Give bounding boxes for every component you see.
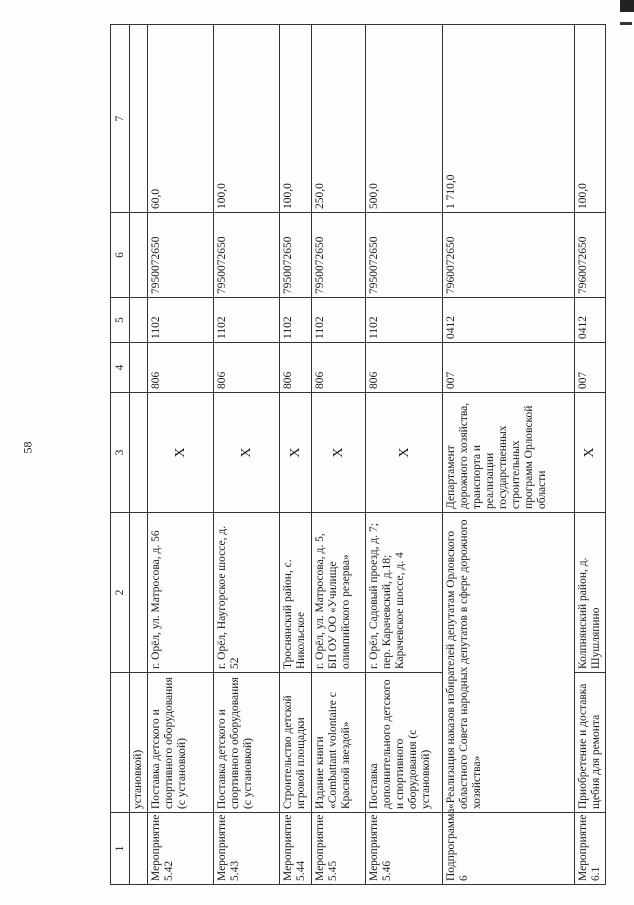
code-section: 1102 [214, 298, 280, 343]
executor: Х [311, 393, 366, 513]
measure-address: Троснянский район, с. Никольское [280, 513, 311, 673]
amount: 1 710,0 [442, 25, 574, 213]
amount: 100,0 [214, 25, 280, 213]
table-row [214, 25, 280, 885]
table-row [148, 25, 214, 885]
header-cell: 3 [111, 393, 130, 513]
code-section: 1102 [148, 298, 214, 343]
measure-id: Мероприятие 5.46 [366, 813, 442, 885]
measure-name: Поставка детского и спортивного оборудования (с установкой) [214, 673, 280, 813]
code-section: 1102 [366, 298, 442, 343]
measure-name: Поставка дополнительного детского и спортивного оборудования (с установкой) [366, 673, 442, 813]
continuation-row [130, 25, 148, 885]
measure-address: г. Орёл, Наугорское шоссе, д. 52 [214, 513, 280, 673]
header-cell: 5 [111, 298, 130, 343]
subprogram-row [442, 25, 574, 885]
code-section: 0412 [574, 298, 606, 343]
continuation-text: установкой) [130, 673, 148, 813]
code-target: 7950072650 [366, 213, 442, 298]
amount: 500,0 [366, 25, 442, 213]
code-grbs: 806 [214, 343, 280, 393]
code-section: 1102 [311, 298, 366, 343]
header-cell: 4 [111, 343, 130, 393]
code-grbs: 007 [574, 343, 606, 393]
subprogram-id: Подпрограмма 6 [442, 813, 574, 885]
code-section: 0412 [442, 298, 574, 343]
header-cell: 7 [111, 25, 130, 213]
subprogram-executor: Департамент дорожного хозяйства, транспорта и реализации государственных строительных программ Орловской области [442, 393, 574, 513]
code-grbs: 806 [366, 343, 442, 393]
subprogram-name: «Реализация наказов избирателей депутатам Орловского областного Совета народных депутатов в сфере дорожного хозяйства» [442, 513, 574, 813]
measure-id: Мероприятие 5.45 [311, 813, 366, 885]
measure-address: г. Орёл, ул. Матросова, д. 5, БП ОУ ОО «Училище олимпийского резерва» [311, 513, 366, 673]
header-cell [111, 673, 130, 813]
header-row [111, 25, 130, 885]
measure-id: Мероприятие 5.42 [148, 813, 214, 885]
measure-name: Поставка детского и спортивного оборудования (с установкой) [148, 673, 214, 813]
code-target: 7950072650 [280, 213, 311, 298]
measure-name: Приобретение и доставка щебня для ремонта [574, 673, 606, 813]
amount: 100,0 [574, 25, 606, 213]
scan-artifact [620, 22, 632, 25]
executor: Х [148, 393, 214, 513]
page-number: 58 [20, 441, 35, 454]
measure-name: Издание книги «Combattant volontaire с Красной звездой» [311, 673, 366, 813]
code-grbs: 806 [148, 343, 214, 393]
header-cell: 6 [111, 213, 130, 298]
measure-id: Мероприятие 6.1 [574, 813, 606, 885]
code-section: 1102 [280, 298, 311, 343]
table-row [366, 25, 442, 885]
budget-table [110, 24, 606, 885]
code-grbs: 806 [280, 343, 311, 393]
measure-id: Мероприятие 5.44 [280, 813, 311, 885]
code-target: 7950072650 [311, 213, 366, 298]
table-row [574, 25, 606, 885]
amount: 250,0 [311, 25, 366, 213]
measure-address: г. Орёл, ул. Матросова, д. 56 [148, 513, 214, 673]
header-cell: 2 [111, 513, 130, 673]
code-grbs: 007 [442, 343, 574, 393]
executor: Х [366, 393, 442, 513]
code-target: 7950072650 [148, 213, 214, 298]
amount: 60,0 [148, 25, 214, 213]
code-target: 7960072650 [442, 213, 574, 298]
measure-address: г. Орёл, Садовый проезд, д. 7; пер. Карачевский, д.18; Карачевское шоссе, д. 4 [366, 513, 442, 673]
scan-artifact [620, 0, 634, 12]
rotated-table-container [110, 25, 606, 885]
executor: Х [280, 393, 311, 513]
code-target: 7960072650 [574, 213, 606, 298]
code-target: 7950072650 [214, 213, 280, 298]
executor: Х [214, 393, 280, 513]
amount: 100,0 [280, 25, 311, 213]
measure-id: Мероприятие 5.43 [214, 813, 280, 885]
header-cell: 1 [111, 813, 130, 885]
code-grbs: 806 [311, 343, 366, 393]
executor: Х [574, 393, 606, 513]
measure-address: Колпнянский район, д. Шушляпино [574, 513, 606, 673]
table-row [280, 25, 311, 885]
table-row [311, 25, 366, 885]
measure-name: Строительство детской игровой площадки [280, 673, 311, 813]
